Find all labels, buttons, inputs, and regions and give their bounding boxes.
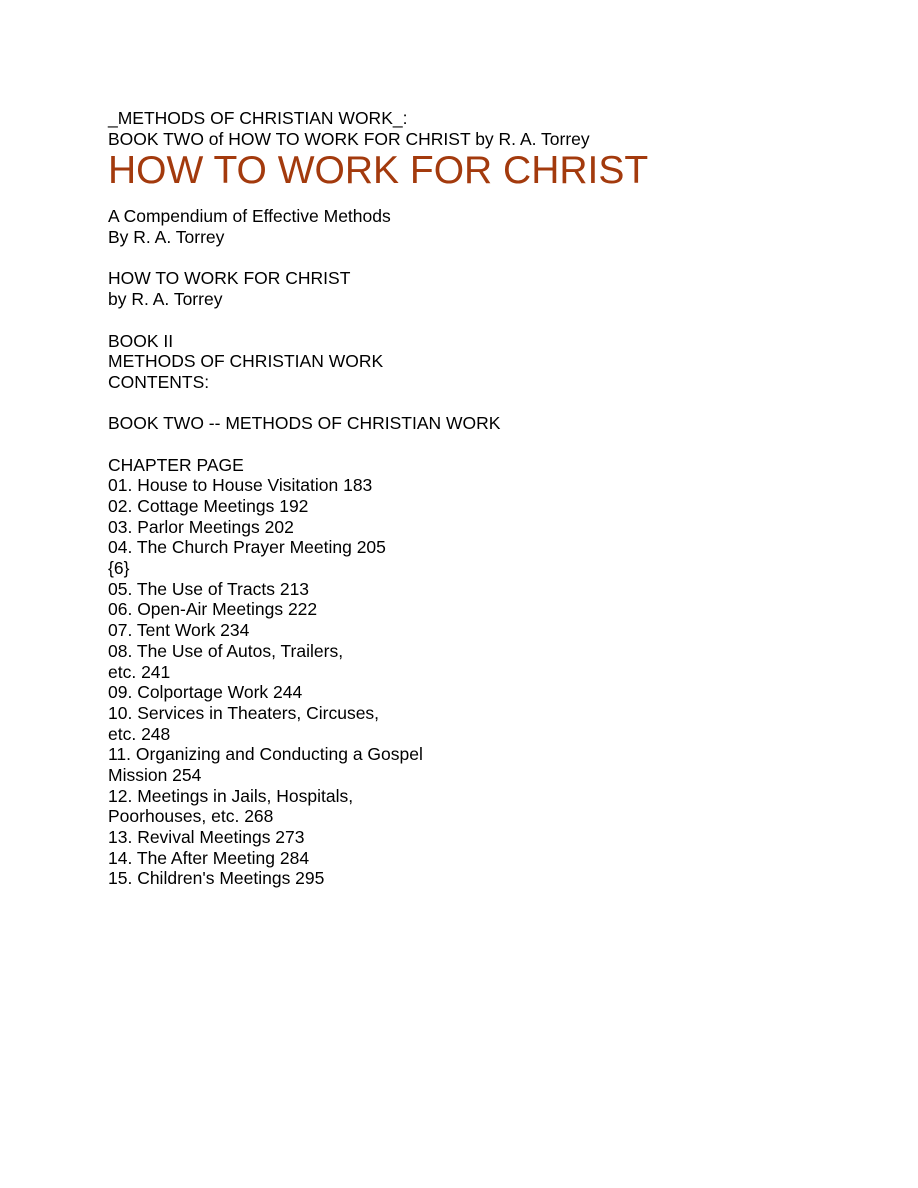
contents-line: 12. Meetings in Jails, Hospitals, — [108, 785, 354, 806]
table-of-contents — [108, 455, 808, 889]
contents-line: 04. The Church Prayer Meeting 205 — [108, 537, 386, 558]
contents-line: 10. Services in Theaters, Circuses, — [108, 702, 380, 723]
spacer — [108, 248, 808, 269]
contents-line: 09. Colportage Work 244 — [108, 682, 303, 703]
section-heading: BOOK TWO -- METHODS OF CHRISTIAN WORK — [108, 413, 501, 434]
contents-line: Mission 254 — [108, 764, 202, 785]
contents-line: 01. House to House Visitation 183 — [108, 475, 373, 496]
subtitle-line-1: A Compendium of Effective Methods — [108, 206, 391, 227]
contents-line: 15. Children's Meetings 295 — [108, 868, 325, 889]
book-name-line: METHODS OF CHRISTIAN WORK — [108, 351, 384, 372]
contents-line: 11. Organizing and Conducting a Gospel — [108, 744, 423, 765]
subtitle-block — [108, 206, 808, 247]
contents-line: etc. 241 — [108, 661, 171, 682]
repeat-author-line: by R. A. Torrey — [108, 289, 223, 310]
contents-line: 03. Parlor Meetings 202 — [108, 516, 294, 537]
contents-header: CHAPTER PAGE — [108, 454, 244, 475]
contents-line: 14. The After Meeting 284 — [108, 847, 310, 868]
contents-line: Poorhouses, etc. 268 — [108, 806, 274, 827]
header-line-1: _METHODS OF CHRISTIAN WORK_: — [108, 108, 408, 128]
spacer — [108, 393, 808, 414]
spacer — [108, 434, 808, 455]
book-block — [108, 331, 808, 393]
document-page — [108, 108, 808, 889]
page-marker: {6} — [108, 558, 130, 579]
contents-line: 06. Open-Air Meetings 222 — [108, 599, 318, 620]
document-title: HOW TO WORK FOR CHRIST — [108, 149, 649, 193]
header-block — [108, 108, 808, 149]
contents-line: 02. Cottage Meetings 192 — [108, 496, 309, 516]
contents-line: 07. Tent Work 234 — [108, 620, 250, 641]
spacer — [108, 310, 808, 331]
contents-line: 13. Revival Meetings 273 — [108, 827, 305, 847]
book-number-line: BOOK II — [108, 330, 174, 351]
contents-line: 08. The Use of Autos, Trailers, — [108, 640, 344, 661]
repeat-title-line: HOW TO WORK FOR CHRIST — [108, 268, 351, 289]
contents-line: 05. The Use of Tracts 213 — [108, 578, 310, 599]
contents-line: etc. 248 — [108, 723, 171, 744]
header-line-2: BOOK TWO of HOW TO WORK FOR CHRIST by R. A. Torrey — [108, 128, 590, 149]
contents-label: CONTENTS: — [108, 371, 210, 392]
author-line: By R. A. Torrey — [108, 227, 225, 248]
repeat-title-block — [108, 268, 808, 309]
